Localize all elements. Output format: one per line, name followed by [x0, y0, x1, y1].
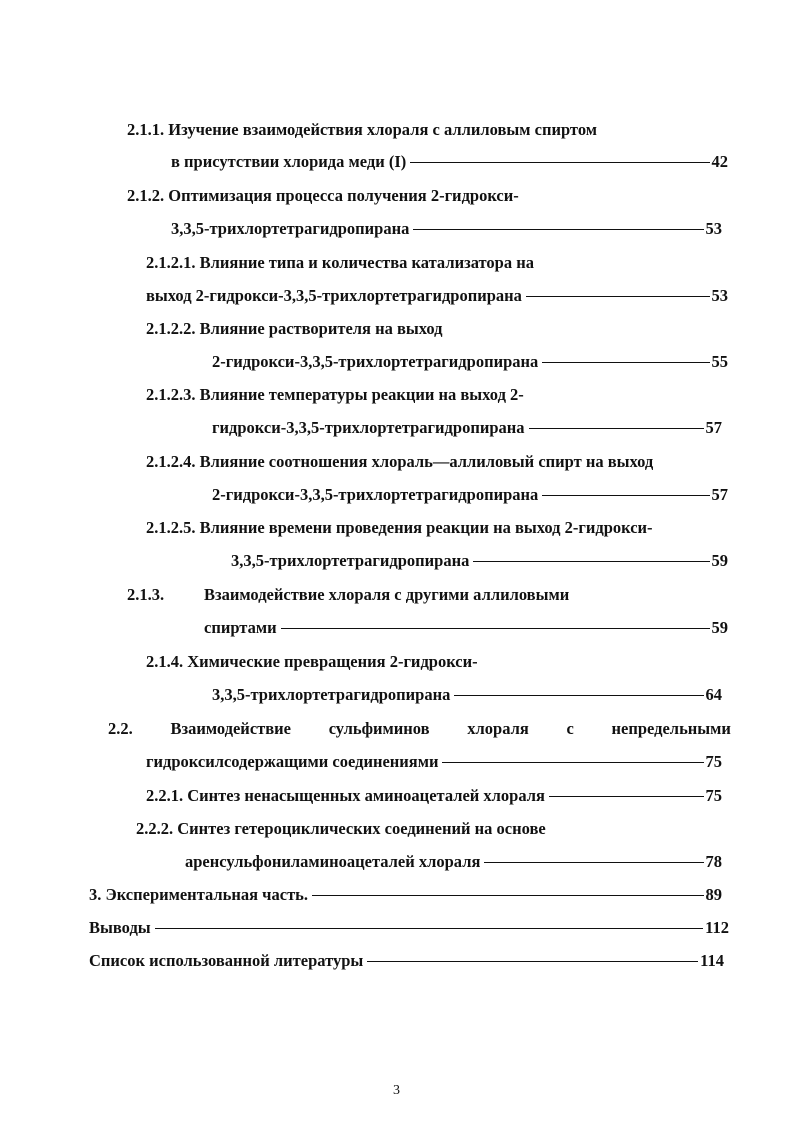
toc-entry-title: 3. Экспериментальная часть.	[89, 885, 309, 904]
toc-entry-continuation: спиртами	[204, 618, 277, 637]
toc-entry-heading	[127, 584, 569, 606]
toc-page-number: 42	[711, 152, 728, 171]
toc-page-number: 112	[705, 918, 729, 937]
toc-entry-title-word: Взаимодействие	[170, 719, 291, 738]
toc-entry-title-word: с	[566, 719, 574, 738]
toc-page-number: 78	[705, 852, 722, 871]
toc-entry-number: 2.1.2.	[127, 186, 165, 205]
toc-entry-heading	[146, 252, 534, 274]
toc-page-number: 59	[711, 551, 728, 570]
toc-entry-single-line	[89, 917, 729, 939]
toc-entry-heading	[146, 451, 653, 473]
toc-entry-number: 2.1.4.	[146, 652, 184, 671]
toc-entry-number: 2.2.	[108, 719, 133, 738]
toc-entry-number: 2.1.2.1.	[146, 253, 196, 272]
toc-entry-number: 2.1.2.4.	[146, 452, 196, 471]
toc-entry-title: Синтез гетероциклических соединений на основе	[177, 819, 546, 838]
toc-entry-last-line	[212, 684, 722, 706]
toc-entry-title-word: непредельными	[611, 719, 731, 738]
toc-entry-title: Взаимодействие хлораля с другими аллиловыми	[204, 585, 570, 604]
toc-page-number: 64	[705, 685, 722, 704]
toc-entry-single-line	[89, 884, 722, 906]
toc-entry-title: Выводы	[89, 918, 151, 937]
toc-entry-number: 2.1.2.3.	[146, 385, 196, 404]
toc-entry-continuation: гидроксилсодержащими соединениями	[146, 752, 439, 771]
toc-entry-number: 2.1.2.2.	[146, 319, 196, 338]
toc-leader-line	[312, 895, 703, 896]
toc-leader-line	[473, 561, 709, 562]
toc-entry-last-line	[212, 417, 722, 439]
toc-page-number: 53	[711, 286, 728, 305]
toc-leader-line	[442, 762, 703, 763]
toc-entry-title: Влияние температуры реакции на выход 2-	[199, 385, 524, 404]
toc-leader-line	[454, 695, 703, 696]
toc-leader-line	[526, 296, 710, 297]
toc-entry-heading	[127, 185, 519, 207]
toc-leader-line	[410, 162, 709, 163]
toc-entry-last-line	[146, 751, 722, 773]
toc-page-number: 89	[705, 885, 722, 904]
toc-entry-continuation: 3,3,5-трихлортетрагидропирана	[231, 551, 470, 570]
toc-page-number: 57	[711, 485, 728, 504]
toc-entry-heading-justified	[108, 718, 731, 740]
toc-page-number: 75	[705, 752, 722, 771]
toc-leader-line	[413, 229, 703, 230]
toc-entry-continuation: выход 2-гидрокси-3,3,5-трихлортетрагидропирана	[146, 286, 522, 305]
toc-entry-number: 2.2.2.	[136, 819, 174, 838]
toc-leader-line	[281, 628, 710, 629]
toc-entry-title: Список использованной литературы	[89, 951, 364, 970]
toc-entry-last-line	[231, 550, 728, 572]
toc-leader-line	[155, 928, 703, 929]
toc-entry-title: Влияние типа и количества катализатора на	[199, 253, 534, 272]
toc-entry-title: Химические превращения 2-гидрокси-	[187, 652, 478, 671]
toc-entry-last-line	[146, 285, 728, 307]
toc-entry-continuation: в присутствии хлорида меди (I)	[171, 152, 407, 171]
toc-entry-continuation: 2-гидрокси-3,3,5-трихлортетрагидропирана	[212, 485, 539, 504]
toc-entry-single-line	[89, 950, 724, 972]
toc-page-number: 59	[711, 618, 728, 637]
toc-entry-number: 2.1.3.	[127, 585, 165, 604]
toc-entry-continuation: гидрокси-3,3,5-трихлортетрагидропирана	[212, 418, 525, 437]
toc-leader-line	[542, 362, 709, 363]
page-number: 3	[393, 1083, 400, 1098]
toc-leader-line	[542, 495, 709, 496]
toc-entry-heading	[146, 517, 653, 539]
toc-entry-heading	[146, 318, 443, 340]
toc-entry-title: Влияние времени проведения реакции на выход 2-гидрокси-	[199, 518, 653, 537]
toc-entry-title: 2.2.1. Синтез ненасыщенных аминоацеталей хлораля	[146, 786, 545, 805]
toc-entry-title: Оптимизация процесса получения 2-гидрокси-	[168, 186, 519, 205]
toc-entry-title: Изучение взаимодействия хлораля с аллиловым спиртом	[168, 120, 597, 139]
toc-entry-heading	[146, 384, 524, 406]
toc-entry-last-line	[185, 851, 722, 873]
toc-entry-title-word: сульфиминов	[328, 719, 430, 738]
toc-entry-last-line	[212, 484, 728, 506]
toc-entry-continuation: 3,3,5-трихлортетрагидропирана	[212, 685, 451, 704]
toc-leader-line	[484, 862, 703, 863]
toc-entry-last-line	[212, 351, 728, 373]
toc-leader-line	[529, 428, 704, 429]
toc-entry-continuation: 3,3,5-трихлортетрагидропирана	[171, 219, 410, 238]
toc-page-number: 114	[700, 951, 724, 970]
toc-entry-last-line	[171, 218, 722, 240]
toc-entry-last-line	[204, 617, 728, 639]
toc-leader-line	[367, 961, 698, 962]
toc-entry-number: 2.1.1.	[127, 120, 165, 139]
toc-entry-heading	[127, 119, 597, 141]
toc-leader-line	[549, 796, 704, 797]
toc-page-number: 57	[705, 418, 722, 437]
toc-entry-number: 2.1.2.5.	[146, 518, 196, 537]
toc-page-number: 75	[705, 786, 722, 805]
toc-entry-continuation: 2-гидрокси-3,3,5-трихлортетрагидропирана	[212, 352, 539, 371]
toc-page-number: 53	[705, 219, 722, 238]
toc-entry-last-line	[171, 151, 728, 173]
toc-entry-title: Влияние соотношения хлораль—аллиловый спирт на выход	[199, 452, 654, 471]
toc-entry-title: Влияние растворителя на выход	[199, 319, 443, 338]
toc-page-number: 55	[711, 352, 728, 371]
toc-entry-continuation: аренсульфониламиноацеталей хлораля	[185, 852, 481, 871]
toc-entry-heading	[146, 651, 478, 673]
toc-entry-title-word: хлораля	[467, 719, 529, 738]
toc-entry-heading	[136, 818, 546, 840]
toc-entry-single-line	[146, 785, 722, 807]
